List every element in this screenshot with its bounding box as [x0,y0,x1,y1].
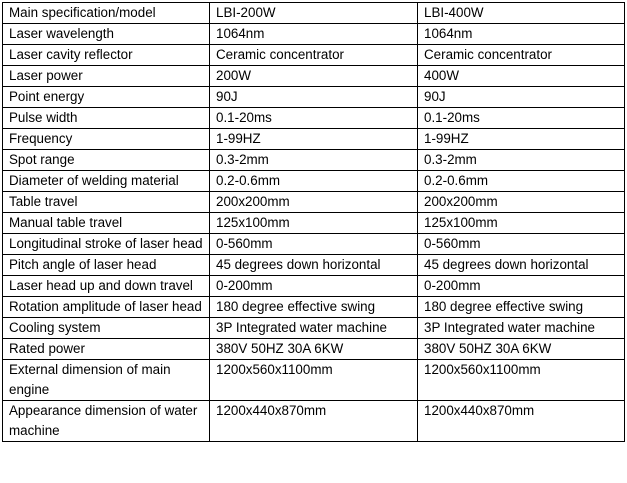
value-cell-200w: 90J [210,87,418,108]
value-cell-400w: 1200x560x1100mm [418,360,625,401]
table-header-row [3,3,625,24]
value-cell-200w: 0.1-20ms [210,108,418,129]
spec-name-cell: Rated power [3,339,210,360]
value-cell-400w: 1-99HZ [418,129,625,150]
value-cell-200w: Ceramic concentrator [210,45,418,66]
spec-name-cell: Spot range [3,150,210,171]
value-cell-200w: 180 degree effective swing [210,297,418,318]
table-row [3,150,625,171]
value-cell-200w: 3P Integrated water machine [210,318,418,339]
value-cell-200w: 0.2-0.6mm [210,171,418,192]
spec-name-cell: Pulse width [3,108,210,129]
value-cell-200w: 1-99HZ [210,129,418,150]
spec-name-cell: Laser power [3,66,210,87]
spec-name-cell: Table travel [3,192,210,213]
value-cell-200w: 1200x560x1100mm [210,360,418,401]
value-cell-200w: 45 degrees down horizontal [210,255,418,276]
spec-name-cell: External dimension of main engine [3,360,210,401]
table-row [3,318,625,339]
value-cell-400w: 1064nm [418,24,625,45]
table-row [3,339,625,360]
spec-name-cell: Diameter of welding material [3,171,210,192]
table-row [3,234,625,255]
spec-name-cell: Point energy [3,87,210,108]
table-row [3,401,625,442]
table-row [3,87,625,108]
table-row [3,192,625,213]
value-cell-200w: 380V 50HZ 30A 6KW [210,339,418,360]
value-cell-200w: 200W [210,66,418,87]
specification-table-body [3,3,625,442]
spec-name-cell: Appearance dimension of water machine [3,401,210,442]
table-row [3,66,625,87]
table-row [3,24,625,45]
spec-name-cell: Longitudinal stroke of laser head [3,234,210,255]
table-row [3,360,625,401]
table-row [3,129,625,150]
header-cell-model-400w: LBI-400W [418,3,625,24]
value-cell-400w: 0-200mm [418,276,625,297]
value-cell-400w: 0-560mm [418,234,625,255]
value-cell-400w: 380V 50HZ 30A 6KW [418,339,625,360]
value-cell-400w: Ceramic concentrator [418,45,625,66]
table-row [3,45,625,66]
spec-name-cell: Cooling system [3,318,210,339]
table-row [3,108,625,129]
value-cell-200w: 0-200mm [210,276,418,297]
spec-name-cell: Laser head up and down travel [3,276,210,297]
value-cell-200w: 200x200mm [210,192,418,213]
value-cell-200w: 1064nm [210,24,418,45]
spec-name-cell: Frequency [3,129,210,150]
value-cell-400w: 0.2-0.6mm [418,171,625,192]
table-row [3,255,625,276]
spec-name-cell: Laser wavelength [3,24,210,45]
spec-name-cell: Rotation amplitude of laser head [3,297,210,318]
value-cell-400w: 180 degree effective swing [418,297,625,318]
table-row [3,276,625,297]
value-cell-200w: 0.3-2mm [210,150,418,171]
value-cell-400w: 3P Integrated water machine [418,318,625,339]
header-cell-model-200w: LBI-200W [210,3,418,24]
spec-name-cell: Pitch angle of laser head [3,255,210,276]
value-cell-400w: 1200x440x870mm [418,401,625,442]
header-cell-specification: Main specification/model [3,3,210,24]
value-cell-400w: 45 degrees down horizontal [418,255,625,276]
value-cell-200w: 0-560mm [210,234,418,255]
value-cell-400w: 200x200mm [418,192,625,213]
table-row [3,171,625,192]
value-cell-400w: 400W [418,66,625,87]
table-row [3,213,625,234]
value-cell-400w: 0.1-20ms [418,108,625,129]
spec-name-cell: Laser cavity reflector [3,45,210,66]
specification-table [2,2,625,442]
value-cell-200w: 125x100mm [210,213,418,234]
table-row [3,297,625,318]
spec-name-cell: Manual table travel [3,213,210,234]
value-cell-400w: 90J [418,87,625,108]
value-cell-400w: 0.3-2mm [418,150,625,171]
value-cell-200w: 1200x440x870mm [210,401,418,442]
value-cell-400w: 125x100mm [418,213,625,234]
